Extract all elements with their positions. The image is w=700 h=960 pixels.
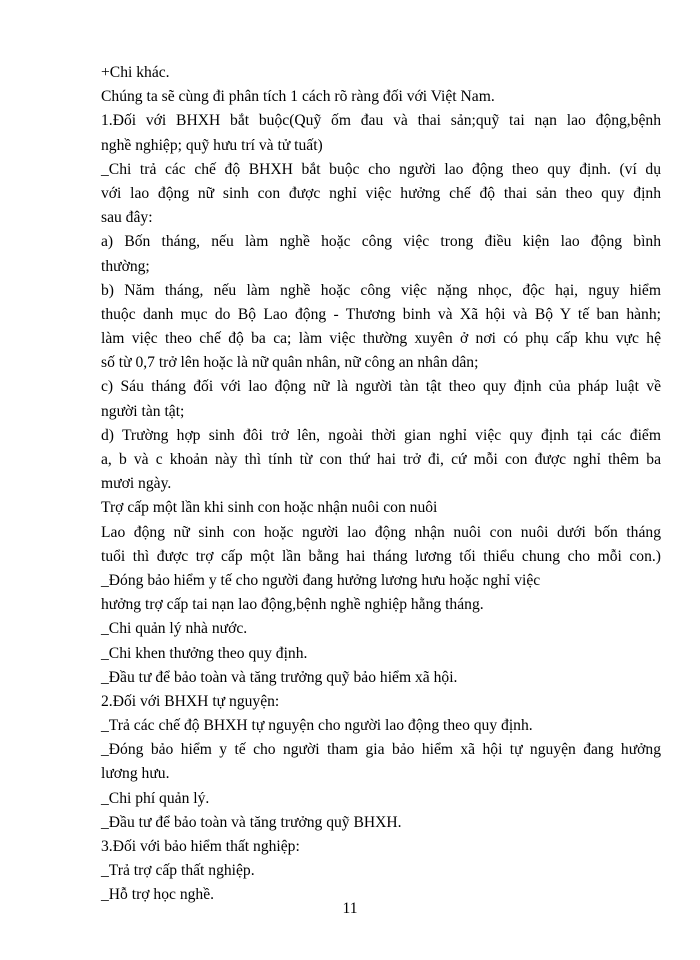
- text-line: số từ 0,7 trở lên hoặc là nữ quân nhân, nữ công an nhân dân;: [101, 354, 479, 372]
- text-line: Trợ cấp một lần khi sinh con hoặc nhận nuôi con nuôi: [101, 499, 438, 517]
- text-line: nghề nghiệp; quỹ hưu trí và tử tuất): [101, 136, 323, 154]
- text-line: thuộc danh mục do Bộ Lao động - Thương binh và Xã hội và Bộ Y tế ban hành;: [101, 305, 661, 323]
- text-line: _Đóng bảo hiểm y tế cho người đang hưởng lương hưu hoặc nghỉ việc: [101, 571, 541, 589]
- text-line: a) Bốn tháng, nếu làm nghề hoặc công việc trong điều kiện lao động bình: [101, 233, 661, 251]
- text-line: b) Năm tháng, nếu làm nghề hoặc công việc nặng nhọc, độc hại, nguy hiểm: [101, 281, 661, 299]
- text-line: Lao động nữ sinh con hoặc người lao động nhận nuôi con nuôi dưới bốn tháng: [101, 523, 661, 541]
- text-line: _Hỗ trợ học nghề.: [101, 886, 215, 904]
- text-line: _Trả các chế độ BHXH tự nguyện cho người lao động theo quy định.: [101, 717, 533, 735]
- text-line: 3.Đối với bảo hiểm thất nghiệp:: [101, 838, 300, 855]
- text-line: làm việc theo chế độ ba ca; làm việc thường xuyên ở nơi có phụ cấp khu vực hệ: [101, 330, 661, 348]
- text-line: _Chi quản lý nhà nước.: [101, 620, 248, 638]
- text-line: 1.Đối với BHXH bắt buộc(Quỹ ốm đau và thai sản;quỹ tai nạn lao động,bệnh: [101, 112, 661, 130]
- document-body: [101, 61, 661, 908]
- text-line: mươi ngày.: [101, 475, 172, 493]
- text-line: sau đây:: [101, 209, 153, 227]
- text-line: với lao động nữ sinh con được nghỉ việc hưởng chế độ thai sản theo quy định: [101, 184, 661, 202]
- text-line: _Chi khen thưởng theo quy định.: [101, 644, 308, 662]
- text-line: _Đóng bảo hiểm y tế cho người tham gia bảo hiểm xã hội tự nguyện đang hưởng: [101, 741, 661, 759]
- text-line: thường;: [101, 257, 150, 275]
- text-line: _Đầu tư để bảo toàn và tăng trưởng quỹ BHXH.: [101, 813, 402, 831]
- text-line: người tàn tật;: [101, 402, 185, 420]
- text-line: 2.Đối với BHXH tự nguyện:: [101, 692, 280, 710]
- text-line: d) Trường hợp sinh đôi trở lên, ngoài thời gian nghỉ việc quy định tại các điểm: [101, 426, 661, 444]
- text-line: a, b và c khoản này thì tính từ con thứ hai trở đi, cứ mỗi con được nghỉ thêm ba: [101, 451, 661, 468]
- page-number: 11: [342, 900, 358, 917]
- text-line: _Đầu tư để bảo toàn và tăng trưởng quỹ bảo hiểm xã hội.: [101, 668, 458, 686]
- text-line: +Chi khác.: [101, 64, 170, 81]
- text-line: hưởng trợ cấp tai nạn lao động,bệnh nghề nghiệp hằng tháng.: [101, 596, 484, 614]
- text-line: c) Sáu tháng đối với lao động nữ là người tàn tật theo quy định của pháp luật về: [101, 378, 661, 396]
- text-line: _Trả trợ cấp thất nghiệp.: [101, 862, 255, 880]
- text-line: lương hưu.: [101, 765, 170, 783]
- text-line: Chúng ta sẽ cùng đi phân tích 1 cách rõ ràng đối với Việt Nam.: [101, 88, 495, 106]
- text-line: tuổi thì được trợ cấp một lần bằng hai tháng lương tối thiểu chung cho mỗi con.): [101, 547, 661, 565]
- text-line: _Chi phí quản lý.: [101, 789, 210, 807]
- text-line: _Chi trả các chế độ BHXH bắt buộc cho người lao động theo quy định. (ví dụ: [101, 160, 661, 178]
